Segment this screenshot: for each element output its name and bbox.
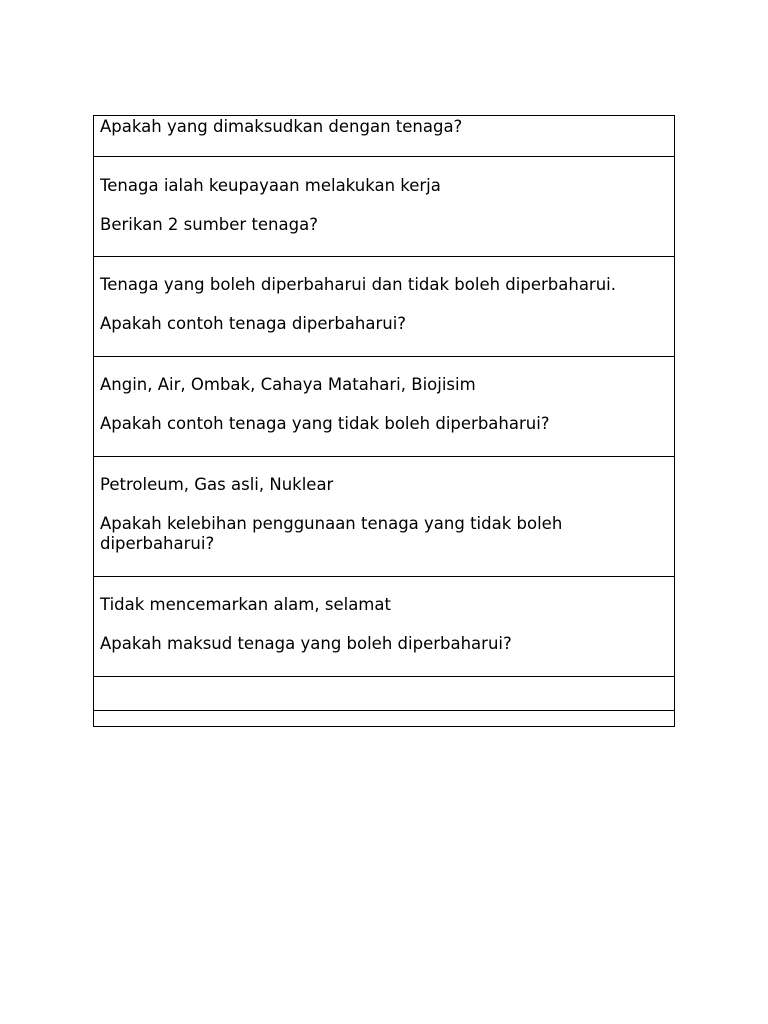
answer-text: Petroleum, Gas asli, Nuklear <box>100 475 334 494</box>
flashcard-table <box>93 115 675 727</box>
table-row-empty <box>94 710 674 726</box>
table-row <box>94 156 674 256</box>
question-text: Apakah maksud tenaga yang boleh diperbaharui? <box>100 634 512 653</box>
table-row <box>94 576 674 676</box>
table-row-empty <box>94 676 674 710</box>
table-row <box>94 356 674 456</box>
answer-text: Tidak mencemarkan alam, selamat <box>100 595 391 614</box>
question-text: Apakah yang dimaksudkan dengan tenaga? <box>100 117 463 136</box>
table-row <box>94 116 674 156</box>
question-text: Apakah contoh tenaga yang tidak boleh diperbaharui? <box>100 414 550 433</box>
answer-text: Tenaga ialah keupayaan melakukan kerja <box>100 176 441 195</box>
table-row <box>94 256 674 356</box>
question-text: Apakah kelebihan penggunaan tenaga yang tidak boleh diperbaharui? <box>100 514 563 553</box>
question-text: Berikan 2 sumber tenaga? <box>100 215 318 234</box>
answer-text: Angin, Air, Ombak, Cahaya Matahari, Biojisim <box>100 375 476 394</box>
answer-text: Tenaga yang boleh diperbaharui dan tidak boleh diperbaharui. <box>100 275 616 294</box>
table-row <box>94 456 674 576</box>
question-text: Apakah contoh tenaga diperbaharui? <box>100 314 407 333</box>
